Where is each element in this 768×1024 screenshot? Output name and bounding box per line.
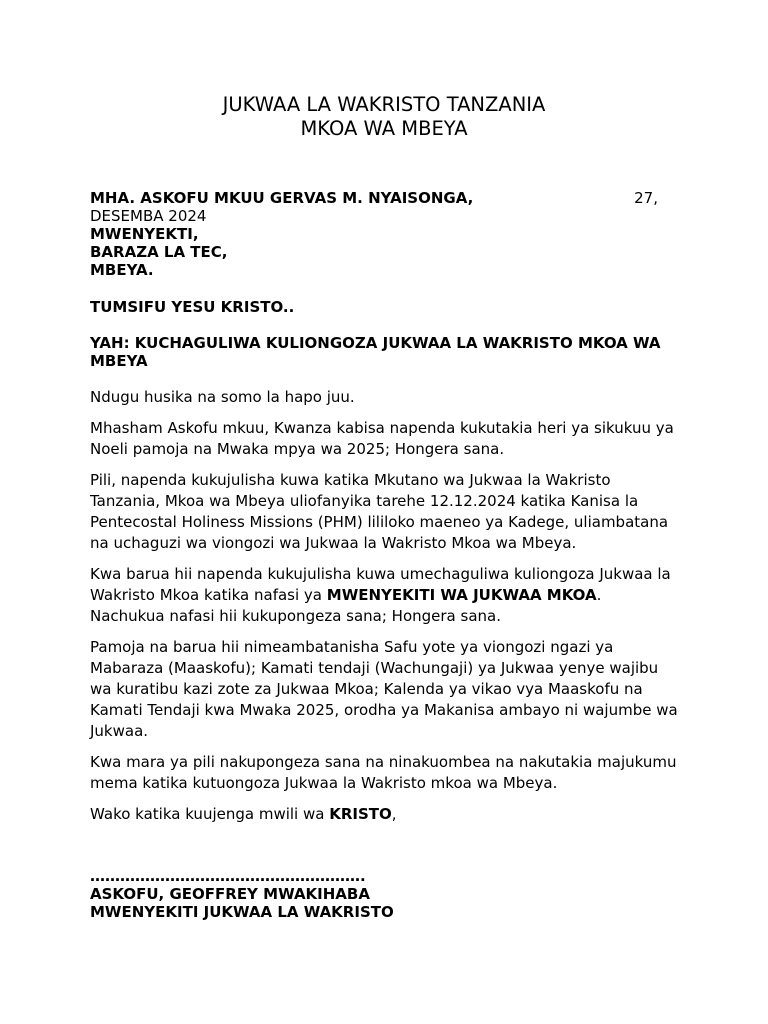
recipient-title: MWENYEKTI, xyxy=(90,225,199,243)
recipient-name: MHA. ASKOFU MKUU GERVAS M. NYAISONGA, xyxy=(90,189,474,207)
header-organization: JUKWAA LA WAKRISTO TANZANIA xyxy=(222,93,546,116)
signature-line: ………………………………………………. xyxy=(90,867,366,885)
letter-date-rest: DESEMBA 2024 xyxy=(90,207,207,225)
letter-body xyxy=(90,387,678,835)
signature-block xyxy=(90,867,394,921)
closing-line xyxy=(90,804,678,825)
recipient-organization: BARAZA LA TEC, xyxy=(90,243,228,261)
paragraph-4-start: Kwa barua hii napenda kukujulisha kuwa umechaguliwa kuliongoza Jukwaa la Wakristo Mkoa katika nafasi ya xyxy=(90,565,671,604)
paragraph-4 xyxy=(90,564,678,627)
signatory-title: MWENYEKITI JUKWAA LA WAKRISTO xyxy=(90,903,394,921)
recipient-first-line xyxy=(90,189,658,207)
closing-line-end: , xyxy=(391,805,397,823)
closing-line-start: Wako katika kuujenga mwili wa xyxy=(90,805,330,823)
closing-emphasis: KRISTO xyxy=(329,805,392,823)
paragraph-2: Mhasham Askofu mkuu, Kwanza kabisa napenda kukutakia heri ya sikukuu ya Noeli pamoja na Mwaka mpya wa 2025; Hongera sana. xyxy=(90,419,674,458)
salutation: TUMSIFU YESU KRISTO.. xyxy=(90,298,295,316)
paragraph-5: Pamoja na barua hii nimeambatanisha Safu yote ya viongozi ngazi ya Mabaraza (Maaskofu); Kamati tendaji (Wachungaji) ya Jukwaa yenye wajibu wa kuratibu kazi zote za Jukwaa Mkoa; Kalenda ya vikao vya Maaskofu na Kamati Tendaji kwa Mwaka 2025, orodha ya Makanisa ambayo ni wajumbe wa Jukwaa. xyxy=(90,638,678,740)
position-title: MWENYEKITI WA JUKWAA MKOA xyxy=(326,586,597,604)
paragraph-1: Ndugu husika na somo la hapo juu. xyxy=(90,388,355,406)
paragraph-4-end: . Nachukua nafasi hii kukupongeza sana; Hongera sana. xyxy=(90,586,602,625)
paragraph-3: Pili, napenda kukujulisha kuwa katika Mkutano wa Jukwaa la Wakristo Tanzania, Mkoa wa Mbeya uliofanyika tarehe 12.12.2024 katika Kanisa la Pentecostal Holiness Missions (PHM) lililoko maeneo ya Kadege, uliambatana na uchaguzi wa viongozi wa Jukwaa la Wakristo Mkoa wa Mbeya. xyxy=(90,471,669,552)
recipient-city: MBEYA. xyxy=(90,261,154,279)
letter-header xyxy=(0,93,768,141)
paragraph-6: Kwa mara ya pili nakupongeza sana na ninakuombea na nakutakia majukumu mema katika kutuongoza Jukwaa la Wakristo mkoa wa Mbeya. xyxy=(90,753,677,792)
signatory-name: ASKOFU, GEOFFREY MWAKIHABA xyxy=(90,885,370,903)
recipient-block xyxy=(90,189,678,279)
subject-line: YAH: KUCHAGULIWA KULIONGOZA JUKWAA LA WAKRISTO MKOA WA MBEYA xyxy=(90,334,661,370)
letter-date-day: 27, xyxy=(634,189,658,207)
header-region: MKOA WA MBEYA xyxy=(300,117,468,140)
